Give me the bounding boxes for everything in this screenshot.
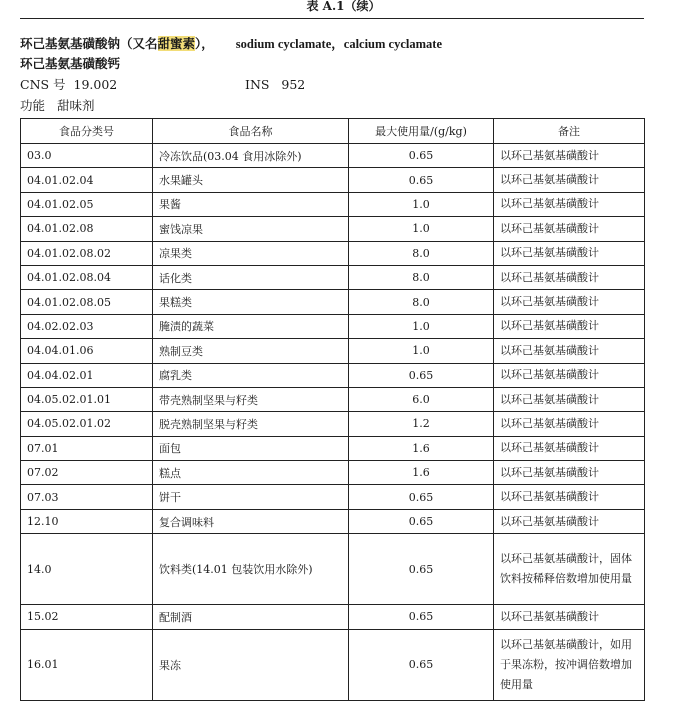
cell-food-name: 腌渍的蔬菜 (153, 314, 349, 338)
cell-remarks: 以环己基氨基磺酸计 (494, 241, 645, 265)
usage-table (20, 118, 645, 701)
cell-max-usage: 0.65 (349, 534, 494, 605)
cell-food-name: 糕点 (153, 461, 349, 485)
cell-remarks: 以环己基氨基磺酸计 (494, 485, 645, 509)
additive-name-line-1 (20, 34, 442, 54)
additive-name-block (20, 34, 442, 74)
cell-max-usage: 1.0 (349, 217, 494, 241)
cell-category-code: 04.01.02.08 (21, 217, 153, 241)
cell-food-name: 凉果类 (153, 241, 349, 265)
cell-remarks: 以环己基氨基磺酸计 (494, 363, 645, 387)
cell-max-usage: 0.65 (349, 168, 494, 192)
cell-category-code: 04.01.02.08.04 (21, 265, 153, 289)
cell-category-code: 04.01.02.05 (21, 192, 153, 216)
cell-category-code: 04.04.01.06 (21, 339, 153, 363)
table-row (21, 605, 645, 629)
cell-category-code: 04.01.02.08.02 (21, 241, 153, 265)
function-label: 功能 (20, 98, 46, 113)
table-row (21, 436, 645, 460)
cell-remarks: 以环己基氨基磺酸计 (494, 265, 645, 289)
function-line (20, 97, 94, 115)
cell-food-name: 话化类 (153, 265, 349, 289)
table-caption: 表 A.1（续） (306, 0, 381, 13)
cell-category-code: 04.01.02.08.05 (21, 290, 153, 314)
table-row (21, 144, 645, 168)
cell-remarks: 以环己基氨基磺酸计 (494, 217, 645, 241)
cell-remarks: 以环己基氨基磺酸计 (494, 436, 645, 460)
cell-food-name: 冷冻饮品(03.04 食用冰除外) (153, 144, 349, 168)
cns-label: CNS 号 (20, 77, 66, 92)
table-row (21, 534, 645, 605)
cell-max-usage: 1.6 (349, 436, 494, 460)
header-max-usage: 最大使用量/(g/kg) (349, 119, 494, 144)
cell-remarks: 以环己基氨基磺酸计，固体饮料按稀释倍数增加使用量 (494, 534, 645, 605)
cell-category-code: 04.04.02.01 (21, 363, 153, 387)
cell-remarks: 以环己基氨基磺酸计 (494, 290, 645, 314)
cell-remarks: 以环己基氨基磺酸计 (494, 509, 645, 533)
ins-value: 952 (281, 77, 306, 92)
cell-category-code: 15.02 (21, 605, 153, 629)
cell-food-name: 熟制豆类 (153, 339, 349, 363)
cell-max-usage: 0.65 (349, 605, 494, 629)
cell-category-code: 04.05.02.01.02 (21, 412, 153, 436)
table-row (21, 485, 645, 509)
cell-max-usage: 0.65 (349, 363, 494, 387)
cell-food-name: 饮料类(14.01 包装饮用水除外) (153, 534, 349, 605)
cell-max-usage: 1.0 (349, 314, 494, 338)
additive-name-highlight: 甜蜜素 (157, 36, 196, 51)
cell-remarks: 以环己基氨基磺酸计 (494, 387, 645, 411)
table-row (21, 265, 645, 289)
cell-food-name: 果糕类 (153, 290, 349, 314)
cell-category-code: 07.01 (21, 436, 153, 460)
cell-food-name: 带壳熟制坚果与籽类 (153, 387, 349, 411)
ins-group (245, 76, 305, 94)
cell-category-code: 07.02 (21, 461, 153, 485)
table-row (21, 461, 645, 485)
cell-max-usage: 1.6 (349, 461, 494, 485)
cell-remarks: 以环己基氨基磺酸计 (494, 412, 645, 436)
table-row (21, 290, 645, 314)
additive-name-cn-part2: ）， (195, 36, 214, 51)
cell-food-name: 配制酒 (153, 605, 349, 629)
cell-remarks: 以环己基氨基磺酸计 (494, 168, 645, 192)
cell-food-name: 果酱 (153, 192, 349, 216)
cell-max-usage: 0.65 (349, 629, 494, 700)
cell-max-usage: 1.2 (349, 412, 494, 436)
cell-remarks: 以环己基氨基磺酸计 (494, 144, 645, 168)
table-row (21, 363, 645, 387)
cell-food-name: 复合调味料 (153, 509, 349, 533)
header-remarks: 备注 (494, 119, 645, 144)
cns-value: 19.002 (73, 77, 118, 92)
table-row (21, 217, 645, 241)
additive-name-en: sodium cyclamate，calcium cyclamate (235, 37, 442, 51)
table-row (21, 314, 645, 338)
additive-name-line-2: 环己基氨基磺酸钙 (20, 56, 121, 71)
cell-max-usage: 8.0 (349, 265, 494, 289)
cell-max-usage: 6.0 (349, 387, 494, 411)
function-value: 甜味剂 (56, 98, 95, 113)
additive-name-cn-part1: 环己基氨基磺酸钠（又名 (20, 36, 158, 51)
cell-category-code: 16.01 (21, 629, 153, 700)
cell-remarks: 以环己基氨基磺酸计 (494, 461, 645, 485)
cell-remarks: 以环己基氨基磺酸计 (494, 192, 645, 216)
table-row (21, 509, 645, 533)
cell-food-name: 果冻 (153, 629, 349, 700)
table-row (21, 339, 645, 363)
table-row (21, 192, 645, 216)
cns-ins-line (20, 76, 306, 94)
cell-max-usage: 0.65 (349, 509, 494, 533)
cell-food-name: 蜜饯凉果 (153, 217, 349, 241)
cell-max-usage: 8.0 (349, 241, 494, 265)
cell-food-name: 面包 (153, 436, 349, 460)
cell-category-code: 14.0 (21, 534, 153, 605)
cell-category-code: 07.03 (21, 485, 153, 509)
cell-food-name: 腐乳类 (153, 363, 349, 387)
cell-remarks: 以环己基氨基磺酸计 (494, 339, 645, 363)
table-row (21, 412, 645, 436)
table-body (21, 144, 645, 701)
cell-category-code: 04.01.02.04 (21, 168, 153, 192)
cell-max-usage: 0.65 (349, 485, 494, 509)
table-row (21, 387, 645, 411)
ins-label: INS (245, 77, 270, 92)
cell-food-name: 脱壳熟制坚果与籽类 (153, 412, 349, 436)
cell-max-usage: 8.0 (349, 290, 494, 314)
cell-food-name: 饼干 (153, 485, 349, 509)
cell-category-code: 12.10 (21, 509, 153, 533)
table-row (21, 168, 645, 192)
header-category-code: 食品分类号 (21, 119, 153, 144)
cell-category-code: 03.0 (21, 144, 153, 168)
table-row (21, 241, 645, 265)
cell-category-code: 04.02.02.03 (21, 314, 153, 338)
cell-max-usage: 1.0 (349, 192, 494, 216)
cell-max-usage: 0.65 (349, 144, 494, 168)
caption-rule (20, 18, 644, 19)
cell-remarks: 以环己基氨基磺酸计 (494, 605, 645, 629)
cell-category-code: 04.05.02.01.01 (21, 387, 153, 411)
cell-food-name: 水果罐头 (153, 168, 349, 192)
table-row (21, 629, 645, 700)
cell-max-usage: 1.0 (349, 339, 494, 363)
table-header-row (21, 119, 645, 144)
cell-remarks: 以环己基氨基磺酸计，如用于果冻粉，按冲调倍数增加使用量 (494, 629, 645, 700)
cell-remarks: 以环己基氨基磺酸计 (494, 314, 645, 338)
header-food-name: 食品名称 (153, 119, 349, 144)
